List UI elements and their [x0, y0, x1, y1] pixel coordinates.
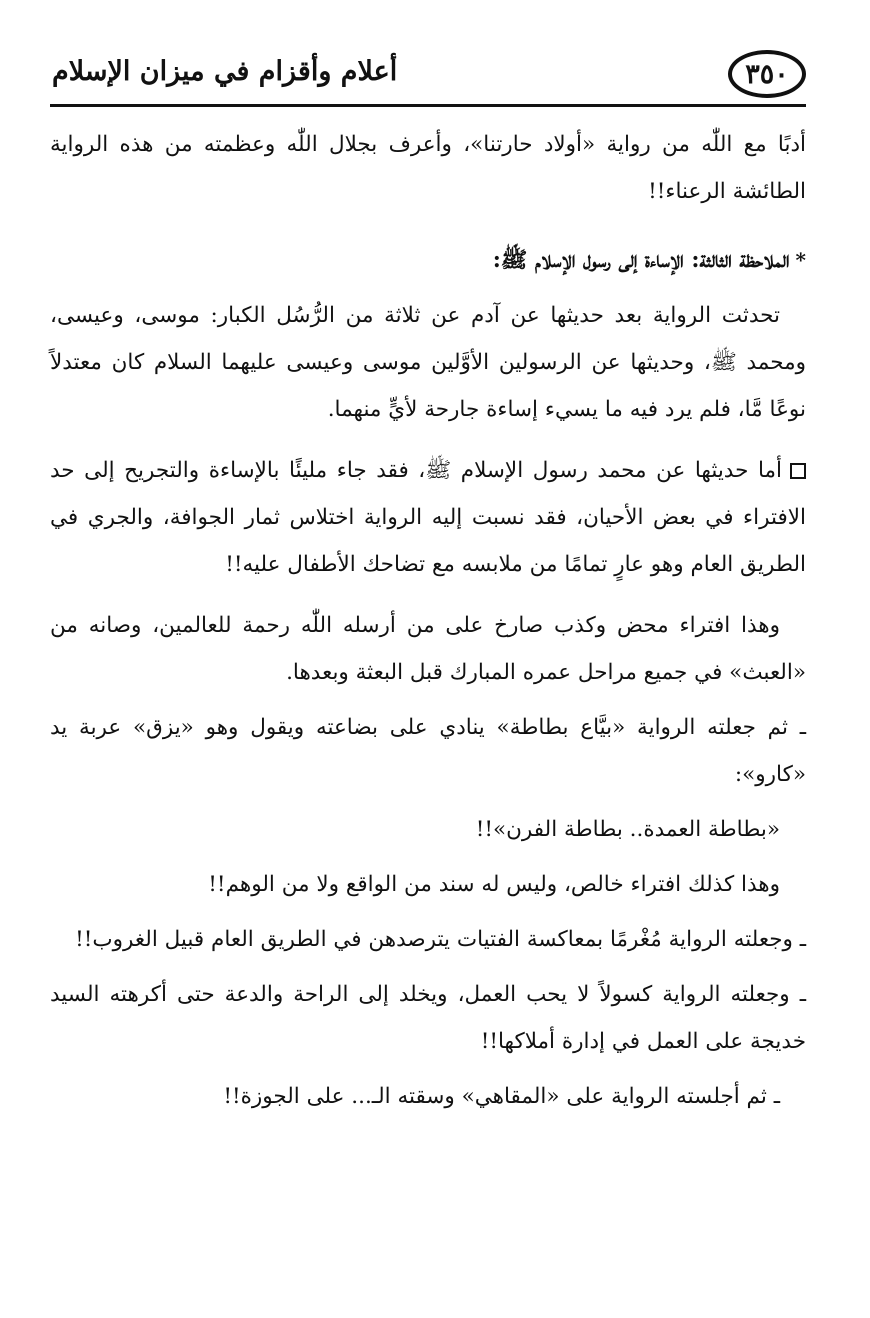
paragraph-4: وهذا افتراء محض وكذب صارخ على من أرسله اللّٰه رحمة للعالمين، وصانه من «العبث» في جميع مراحل عمره المبارك قبل البعثة وبعدها. — [50, 613, 806, 685]
section-heading — [50, 237, 806, 284]
paragraph-2: تحدثت الرواية بعد حديثها عن آدم عن ثلاثة من الرُّسُل الكبار: موسى، وعيسى، ومحمد ﷺ، وحديثها عن الرسولين الأوَّلين موسى وعيسى عليهما السلام كان معتدلاً نوعًا مَّا، فلم يرد فيه ما يسيء إساءة جارحة لأيٍّ منهما. — [50, 303, 806, 422]
square-bullet-icon — [790, 463, 806, 479]
paragraph-9: ـ وجعلته الرواية كسولاً لا يحب العمل، ويخلد إلى الراحة والدعة حتى أكرهته السيد خديجة على العمل في إدارة أملاكها!! — [50, 982, 806, 1054]
book-page — [50, 40, 806, 1290]
page-header — [50, 40, 806, 107]
paragraph-8: ـ وجعلته الرواية مُغْرمًا بمعاكسة الفتيات يترصدهن في الطريق العام قبيل الغروب!! — [75, 927, 806, 952]
running-title: أعلام وأقزام في ميزان الإسلام — [52, 56, 398, 87]
paragraph-1: أدبًا مع اللّٰه من رواية «أولاد حارتنا»، وأعرف بجلال اللّٰه وعظمته من هذه الرواية الطائشة الرعناء!! — [50, 132, 806, 204]
paragraph-10: ـ ثم أجلسته الرواية على «المقاهي» وسقته الـ... على الجوزة!! — [223, 1084, 780, 1109]
quote-line: «بطاطة العمدة.. بطاطة الفرن»!! — [475, 817, 780, 842]
paragraph-7: وهذا كذلك افتراء خالص، وليس له سند من الواقع ولا من الوهم!! — [208, 872, 780, 897]
paragraph-5: ـ ثم جعلته الرواية «بيَّاع بطاطة» ينادي على بضاعته ويقول وهو «يزق» عربة يد «كارو»: — [50, 715, 806, 787]
page-content — [50, 107, 806, 1120]
page-number: ٣٥٠ — [728, 50, 806, 98]
paragraph-3-text: أما حديثها عن محمد رسول الإسلام ﷺ، فقد جاء مليئًا بالإساءة والتجريح إلى حد الافتراء في بعض الأحيان، فقد نسبت إليه الرواية اختلاس ثمار الجوافة، والجري في الطريق العام وهو عارٍ تمامًا من ملابسه مع تضاحك الأطفال عليه!! — [50, 458, 806, 577]
paragraph-3 — [50, 447, 806, 588]
heading-text: الملاحظة الثالثة: الإساءة إلى رسول الإسلام ﷺ: — [492, 247, 790, 273]
heading-bullet: * — [795, 248, 806, 272]
